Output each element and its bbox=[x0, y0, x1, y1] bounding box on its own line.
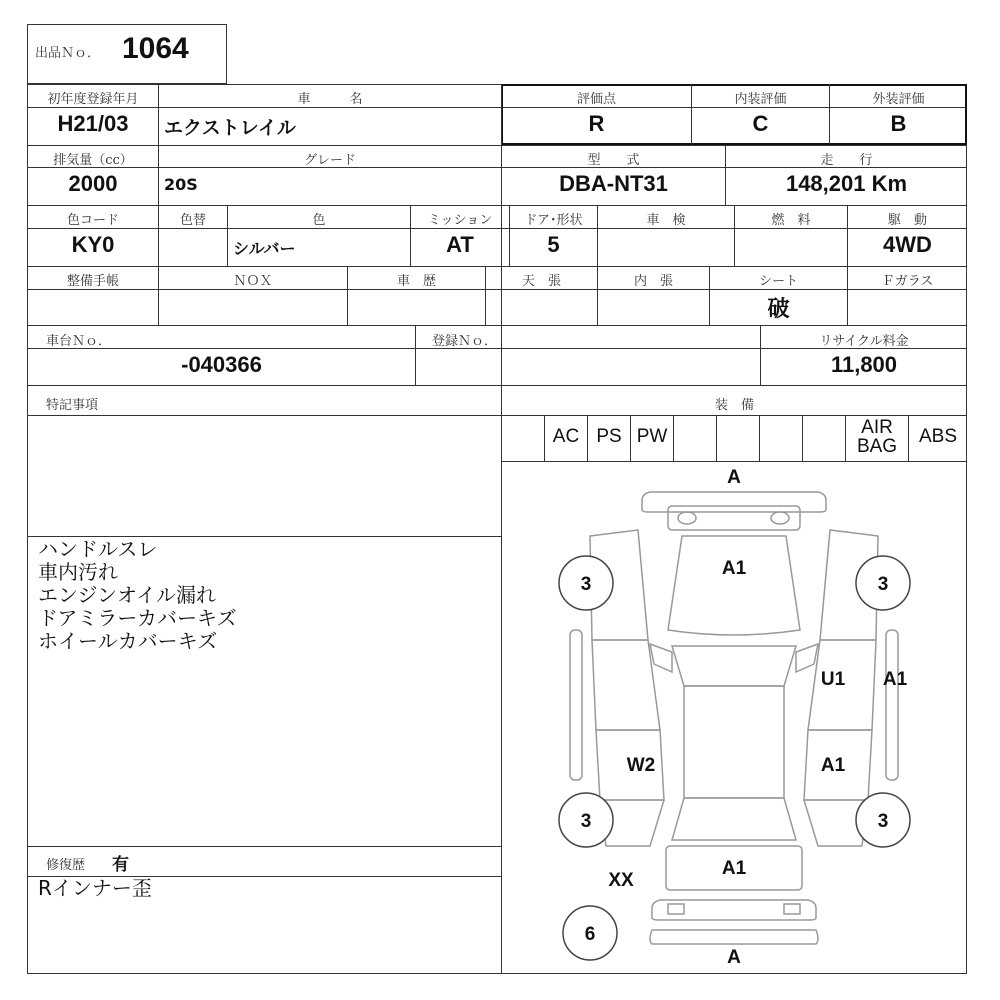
mission-label: ミッション bbox=[427, 213, 493, 228]
vehicle-history-label: 車 歴 bbox=[396, 274, 436, 289]
equipment-ac: AC bbox=[552, 426, 580, 447]
damage-right-rear-door: A1 bbox=[820, 755, 846, 776]
car-damage-diagram bbox=[502, 462, 966, 973]
damage-hood: A1 bbox=[721, 558, 747, 579]
seat-label: シート bbox=[758, 274, 798, 289]
equipment-abs: ABS bbox=[918, 426, 958, 447]
mileage-value: 148,201 Km bbox=[785, 171, 908, 196]
note-line: ホイールカバーキズ bbox=[38, 629, 218, 653]
model-label: 型 式 bbox=[587, 153, 640, 168]
damage-tire-rear-left: 3 bbox=[580, 811, 592, 832]
damage-spare-tire: 6 bbox=[584, 924, 596, 945]
mileage-label: 走 行 bbox=[820, 153, 873, 168]
equipment-pw: PW bbox=[636, 426, 668, 447]
grade-value: 20S bbox=[164, 175, 198, 194]
recycle-fee-label: リサイクル料金 bbox=[819, 334, 909, 349]
color-value: シルバー bbox=[233, 239, 296, 258]
model-value: DBA-NT31 bbox=[559, 171, 668, 196]
damage-tire-rear-right: 3 bbox=[877, 811, 889, 832]
drive-value: 4WD bbox=[883, 232, 932, 257]
door-label: ドア･形状 bbox=[524, 213, 583, 228]
equipment-ps: PS bbox=[596, 426, 622, 447]
car-name-value: エクストレイル bbox=[164, 117, 296, 139]
repair-history-label: 修復歴 bbox=[46, 858, 86, 873]
displacement-label: 排気量（cc） bbox=[53, 153, 133, 168]
color-code-label: 色コード bbox=[66, 213, 119, 228]
equipment-label: 装 備 bbox=[714, 398, 754, 413]
notes-list bbox=[38, 538, 237, 653]
note-line: ドアミラーカバーキズ bbox=[38, 606, 237, 630]
drive-label: 駆 動 bbox=[887, 213, 927, 228]
mission-value: AT bbox=[446, 232, 474, 257]
note-line: ハンドルスレ bbox=[38, 537, 158, 561]
interior-value: C bbox=[752, 111, 769, 136]
damage-left-rear-quarter: XX bbox=[608, 870, 634, 891]
lot-number-label: 出品Ｎｏ． bbox=[35, 46, 101, 61]
grade-label: グレード bbox=[303, 153, 356, 168]
registration-number-label: 登録Ｎｏ． bbox=[432, 334, 498, 349]
damage-front-bumper: A bbox=[727, 467, 741, 488]
damage-trunk: A1 bbox=[721, 858, 747, 879]
exterior-label: 外装評価 bbox=[872, 92, 925, 107]
displacement-value: 2000 bbox=[68, 171, 118, 196]
interior-label: 内装評価 bbox=[734, 92, 787, 107]
nox-label: ＮＯＸ bbox=[233, 274, 273, 289]
damage-left-rear-door: W2 bbox=[626, 755, 656, 776]
registration-value: H21/03 bbox=[57, 111, 129, 136]
color-change-label: 色替 bbox=[179, 213, 206, 228]
damage-right-front-fender: A1 bbox=[882, 669, 908, 690]
note-line: エンジンオイル漏れ bbox=[38, 583, 216, 607]
exterior-value: B bbox=[890, 111, 907, 136]
notes-label: 特記事項 bbox=[46, 398, 99, 413]
damage-right-front-fender-upper: U1 bbox=[820, 669, 846, 690]
damage-tire-front-right: 3 bbox=[877, 574, 889, 595]
chassis-number-value: -040366 bbox=[181, 352, 262, 377]
repair-history-value: 有 bbox=[112, 855, 129, 875]
car-name-label: 車 名 bbox=[297, 92, 363, 107]
front-glass-label: Ｆガラス bbox=[881, 274, 934, 289]
repair-detail: Rインナー歪 bbox=[38, 876, 152, 900]
damage-rear-bumper: A bbox=[727, 947, 741, 968]
color-label: 色 bbox=[312, 213, 326, 228]
inspection-label: 車 検 bbox=[646, 213, 686, 228]
door-value: 5 bbox=[547, 232, 560, 257]
maintenance-book-label: 整備手帳 bbox=[66, 274, 119, 289]
score-label: 評価点 bbox=[576, 92, 616, 107]
score-value: R bbox=[588, 111, 605, 136]
equipment-airbag: AIR BAG bbox=[856, 417, 898, 457]
damage-tire-front-left: 3 bbox=[580, 574, 592, 595]
note-line: 車内汚れ bbox=[38, 560, 118, 584]
fuel-label: 燃 料 bbox=[771, 213, 811, 228]
chassis-number-label: 車台Ｎｏ． bbox=[46, 334, 112, 349]
lot-number-value: 1064 bbox=[122, 32, 189, 65]
color-code-value: KY0 bbox=[71, 232, 115, 257]
recycle-fee-value: 11,800 bbox=[830, 352, 898, 377]
registration-label: 初年度登録年月 bbox=[47, 92, 139, 107]
seat-value: 破 bbox=[767, 296, 790, 321]
roof-lining-label: 天 張 bbox=[521, 274, 561, 289]
interior-trim-label: 内 張 bbox=[633, 274, 673, 289]
